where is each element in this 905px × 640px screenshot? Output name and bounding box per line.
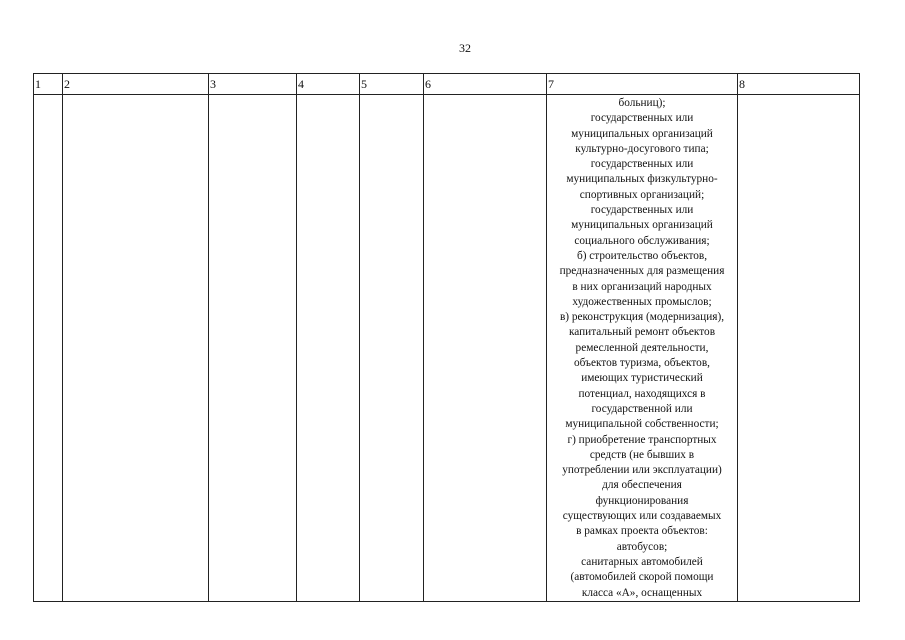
column-header-7: 7 [547, 74, 738, 95]
table-cell-4 [297, 95, 360, 602]
text-line: (автомобилей скорой помощи [570, 571, 714, 584]
text-line: ремесленной деятельности, [575, 341, 709, 354]
table-cell-1 [34, 95, 63, 602]
column-header-8: 8 [738, 74, 860, 95]
column-header-2: 2 [63, 74, 209, 95]
table-cell-2 [63, 95, 209, 602]
table-header-row [34, 74, 860, 95]
text-line: спортивных организаций; [579, 188, 705, 201]
page-number: 32 [459, 41, 471, 55]
text-line: муниципальной собственности; [565, 418, 719, 431]
text-line: государственных или [590, 158, 694, 171]
text-line: художественных промыслов; [572, 295, 712, 308]
text-line: муниципальных организаций [571, 127, 713, 140]
text-line: имеющих туристический [581, 372, 703, 385]
text-line: употреблении или эксплуатации) [562, 464, 722, 477]
text-line: государственных или [590, 204, 694, 217]
column-7-text [547, 96, 737, 601]
text-line: существующих или создаваемых [562, 510, 722, 523]
text-line: в рамках проекта объектов: [576, 525, 708, 538]
text-line: функционирования [595, 494, 689, 507]
table-cell-6 [424, 95, 547, 602]
text-line: для обеспечения [602, 479, 682, 492]
text-line: санитарных автомобилей [581, 555, 703, 568]
text-line: средств (не бывших в [589, 448, 695, 461]
text-line: б) строительство объектов, [576, 249, 708, 262]
text-line: в) реконструкция (модернизация), [559, 311, 725, 324]
text-line: муниципальных организаций [571, 219, 713, 232]
column-header-1: 1 [34, 74, 63, 95]
text-line: предназначенных для размещения [559, 265, 725, 278]
column-header-6: 6 [424, 74, 547, 95]
column-header-4: 4 [297, 74, 360, 95]
text-line: объектов туризма, объектов, [574, 357, 710, 370]
document-table [33, 73, 860, 602]
text-line: муниципальных физкультурно- [566, 173, 718, 186]
table-cell-5 [360, 95, 424, 602]
text-line: культурно-досугового типа; [575, 142, 709, 155]
text-line: класса «А», оснащенных [581, 586, 703, 599]
table-cell-8 [738, 95, 860, 602]
text-line: автобусов; [616, 540, 668, 553]
text-line: государственной или [591, 402, 693, 415]
table-row [34, 95, 860, 602]
text-line: в них организаций народных [572, 280, 712, 293]
text-line: потенциал, находящихся в [578, 387, 706, 400]
table-cell-7 [547, 95, 738, 602]
column-header-3: 3 [209, 74, 297, 95]
column-header-5: 5 [360, 74, 424, 95]
text-line: г) приобретение транспортных [567, 433, 717, 446]
text-line: больниц); [618, 97, 666, 109]
table-cell-3 [209, 95, 297, 602]
text-line: капитальный ремонт объектов [568, 326, 716, 339]
text-line: социального обслуживания; [574, 234, 710, 247]
text-line: государственных или [590, 112, 694, 125]
